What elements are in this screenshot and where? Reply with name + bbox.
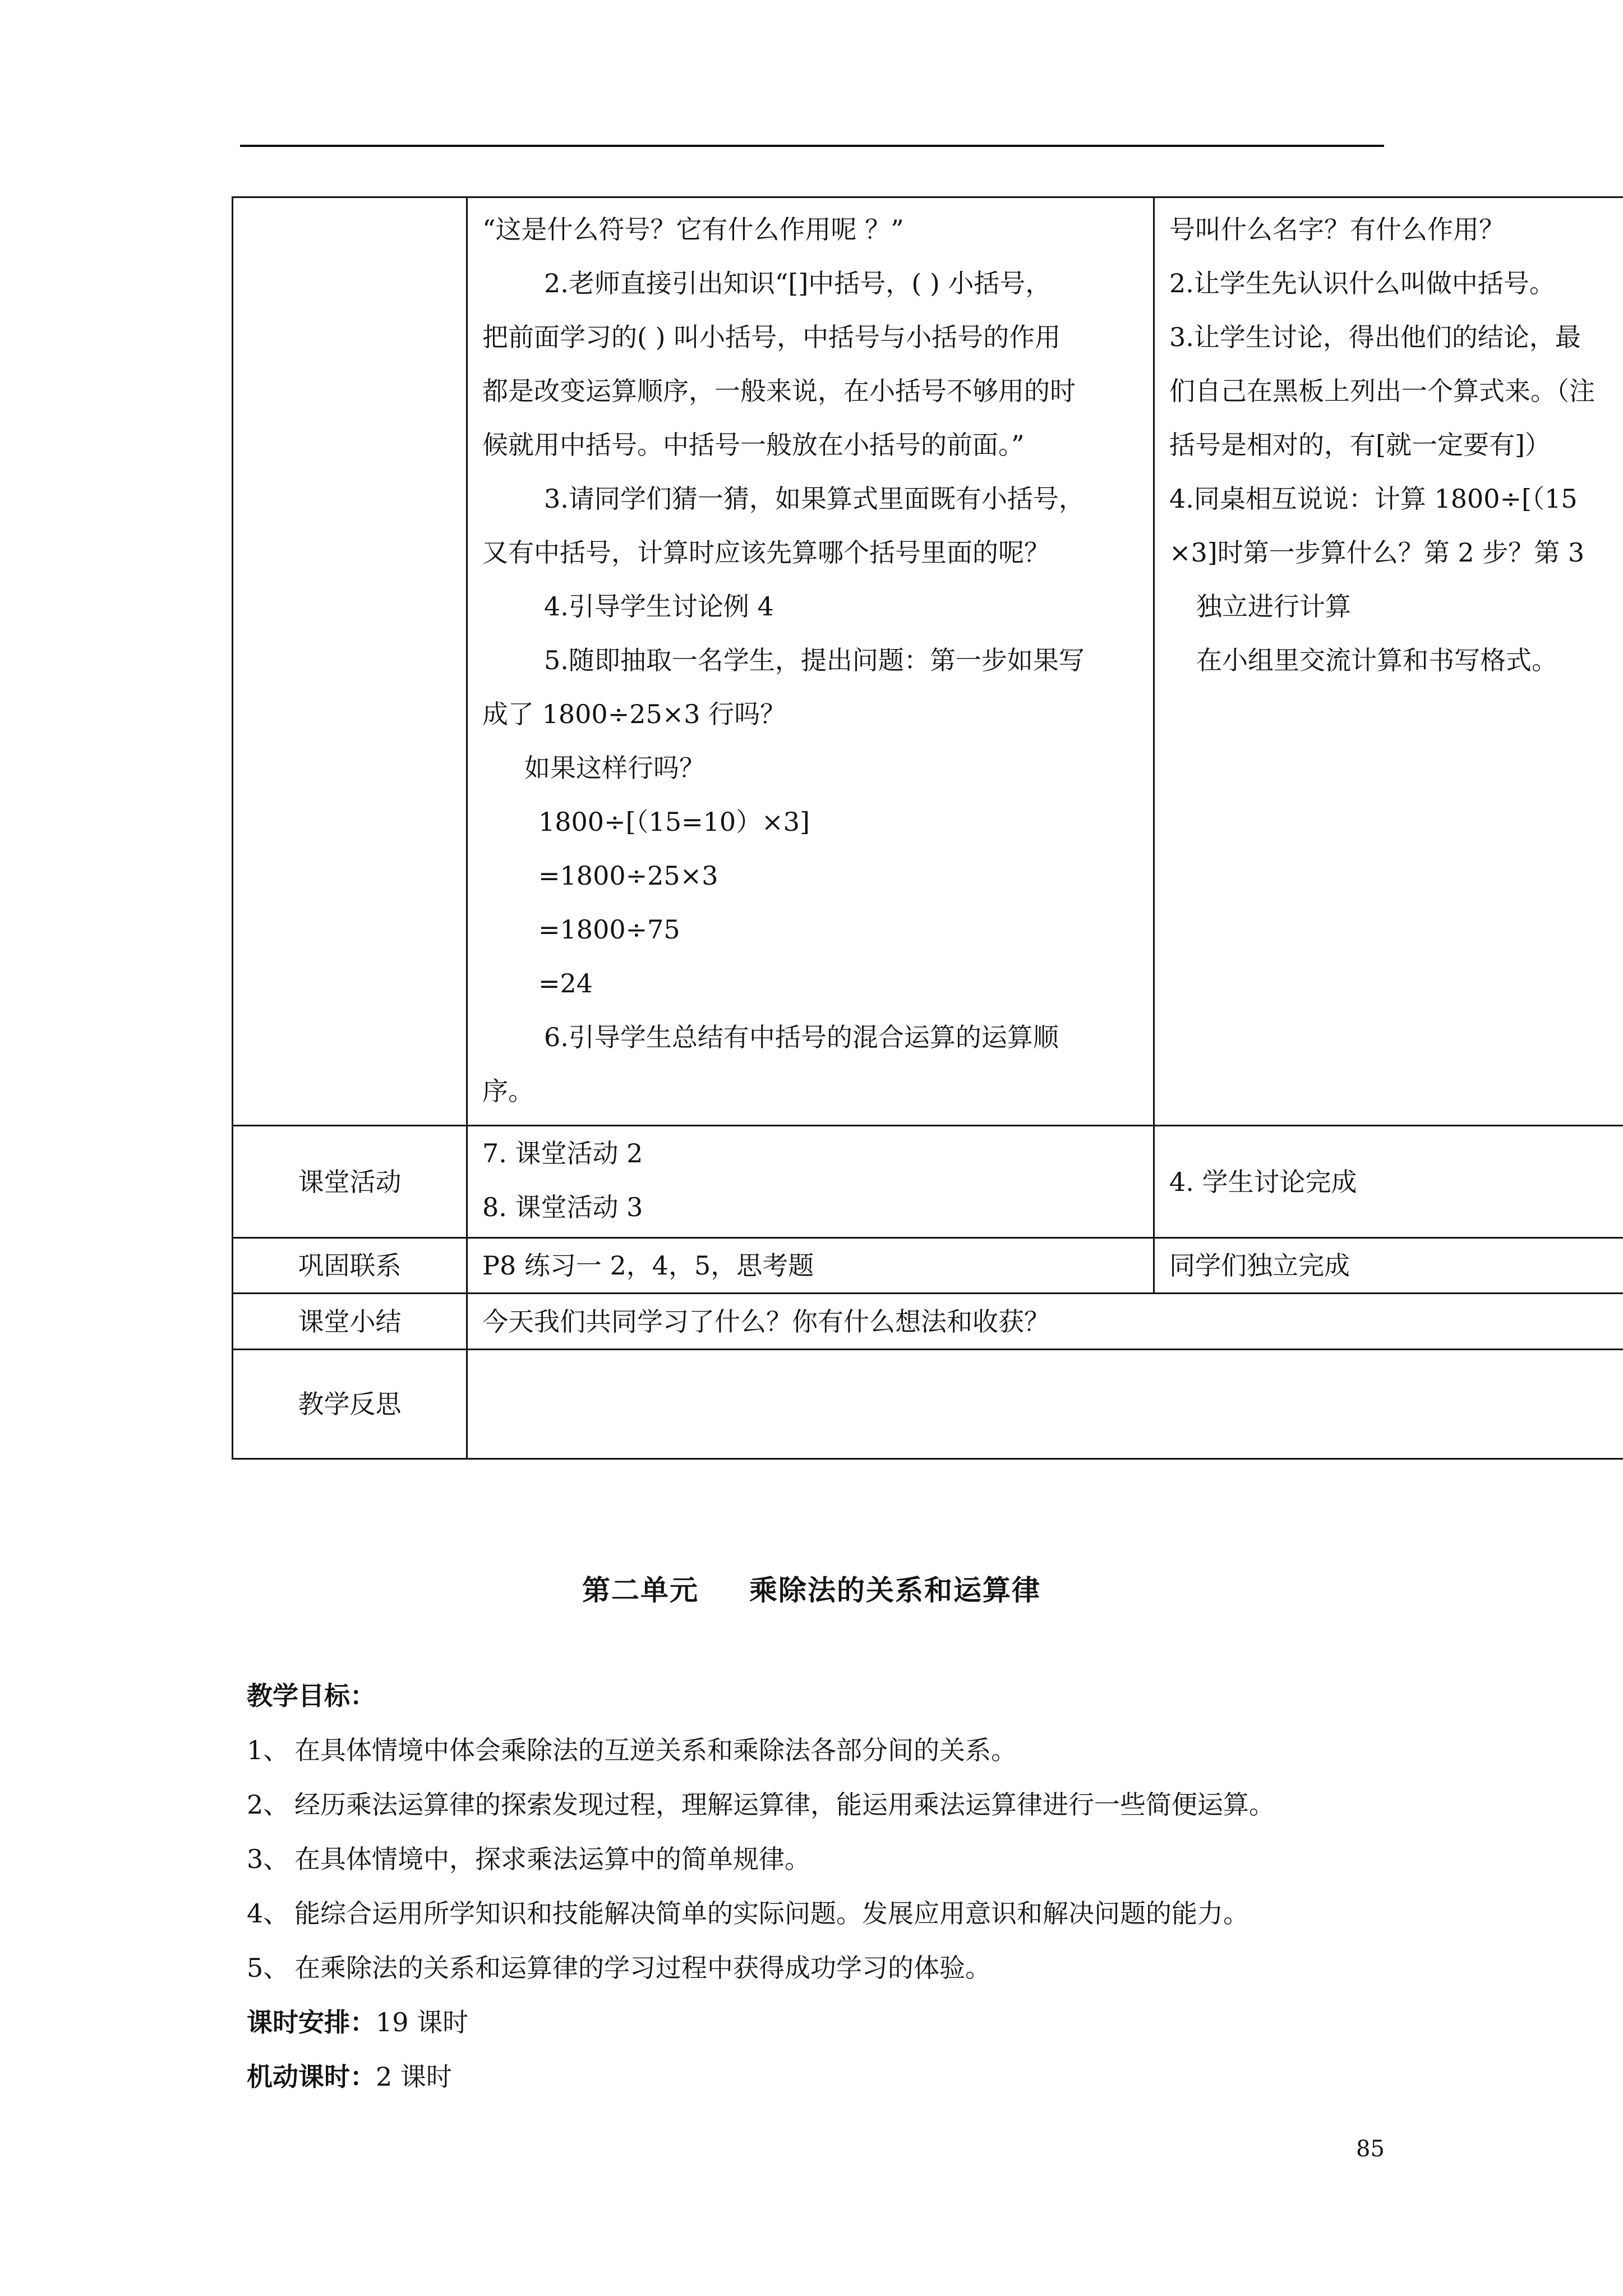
student-activity-cell xyxy=(1154,1126,1623,1238)
row-label-class-activity: 课堂活动 xyxy=(233,1126,467,1238)
page-number: 85 xyxy=(1356,2136,1385,2162)
objective-item xyxy=(247,1832,1593,1887)
table-row-class-activity xyxy=(233,1126,1623,1238)
summary-text: 今天我们共同学习了什么？你有什么想法和收获？ xyxy=(482,1306,1050,1337)
row-label-summary: 课堂小结 xyxy=(233,1294,467,1350)
student-activity-line: 同学们独立完成 xyxy=(1169,1250,1350,1281)
teacher-activity-line: 成了 1800÷25×3 行吗？ xyxy=(482,699,786,729)
objective-text: 在具体情境中，探求乘法运算中的简单规律。 xyxy=(294,1844,810,1874)
teacher-activity-line: 3.请同学们猜一猜，如果算式里面既有小括号， xyxy=(544,484,1085,514)
teacher-activity-line: 候就用中括号。中括号一般放在小括号的前面。” xyxy=(482,430,1025,460)
student-activity-line: 号叫什么名字？有什么作用？ xyxy=(1169,214,1505,245)
row-label-reflection: 教学反思 xyxy=(233,1350,467,1459)
teacher-activity-line: 2.老师直接引出知识“[]中括号，( ) 小括号， xyxy=(544,268,1052,298)
teacher-activity-line: =24 xyxy=(538,968,593,999)
teacher-activity-cell xyxy=(467,197,1154,1126)
teacher-activity-line: 都是改变运算顺序，一般来说，在小括号不够用的时 xyxy=(482,376,1076,406)
objective-item xyxy=(247,1887,1593,1941)
row-label-empty xyxy=(233,197,467,1126)
reflection-cell xyxy=(467,1350,1623,1459)
flex-label: 机动课时： xyxy=(247,2062,376,2092)
objective-number: 5、 xyxy=(247,1953,289,1983)
table-row-consolidation xyxy=(233,1238,1623,1294)
unit-label: 第二单元 xyxy=(582,1573,699,1607)
lesson-plan-table xyxy=(232,196,1623,1460)
objectives-list xyxy=(247,1723,1593,1995)
teacher-activity-line: 如果这样行吗？ xyxy=(524,753,705,783)
section-title xyxy=(0,1568,1623,1608)
student-activity-line: 独立进行计算 xyxy=(1196,591,1351,622)
student-activity-line: 3.让学生讨论，得出他们的结论，最 xyxy=(1169,322,1581,352)
objective-number: 3、 xyxy=(247,1844,289,1874)
objective-number: 2、 xyxy=(247,1789,289,1820)
row-label-consolidation: 巩固联系 xyxy=(233,1238,467,1294)
objective-number: 1、 xyxy=(247,1735,289,1765)
student-activity-cell xyxy=(1154,1238,1623,1294)
teacher-activity-cell xyxy=(467,1238,1154,1294)
objective-text: 经历乘法运算律的探索发现过程，理解运算律，能运用乘法运算律进行一些简便运算。 xyxy=(294,1789,1275,1820)
student-activity-line: 4. 学生讨论完成 xyxy=(1169,1166,1357,1197)
teacher-activity-line: 8. 课堂活动 3 xyxy=(482,1192,643,1222)
unit-title: 乘除法的关系和运算律 xyxy=(749,1573,1041,1607)
teacher-activity-line: =1800÷75 xyxy=(538,914,680,945)
objective-item xyxy=(247,1723,1593,1778)
teacher-activity-line: 6.引导学生总结有中括号的混合运算的运算顺 xyxy=(544,1022,1059,1052)
teacher-activity-line: P8 练习一 2，4，5，思考题 xyxy=(482,1250,814,1281)
table-row-reflection xyxy=(233,1350,1623,1459)
schedule-value: 19 课时 xyxy=(376,2007,469,2037)
student-activity-line: 2.让学生先认识什么叫做中括号。 xyxy=(1169,268,1555,298)
teacher-activity-line: 把前面学习的( ) 叫小括号，中括号与小括号的作用 xyxy=(482,322,1061,352)
header-rule xyxy=(240,145,1384,147)
teacher-activity-line: 7. 课堂活动 2 xyxy=(482,1138,643,1168)
student-activity-line: 括号是相对的，有[就一定要有]） xyxy=(1169,430,1551,460)
objective-text: 能综合运用所学知识和技能解决简单的实际问题。发展应用意识和解决问题的能力。 xyxy=(294,1898,1249,1929)
teacher-activity-line: =1800÷25×3 xyxy=(538,861,718,891)
objective-number: 4、 xyxy=(247,1898,289,1929)
student-activity-cell xyxy=(1154,197,1623,1126)
teacher-activity-line: “这是什么符号？它有什么作用呢 ？” xyxy=(482,214,904,245)
objective-item xyxy=(247,1941,1593,1995)
table-row-summary xyxy=(233,1294,1623,1350)
student-activity-line: ×3]时第一步算什么？第 2 步？第 3 xyxy=(1169,537,1585,568)
student-activity-line: 们自己在黑板上列出一个算式来。（注 xyxy=(1169,376,1595,406)
flex-value: 2 课时 xyxy=(376,2062,452,2092)
teacher-activity-cell xyxy=(467,1126,1154,1238)
objective-text: 在具体情境中体会乘除法的互逆关系和乘除法各部分间的关系。 xyxy=(294,1735,1017,1765)
teacher-activity-line: 1800÷[（15=10）×3] xyxy=(538,807,810,837)
objective-item xyxy=(247,1778,1593,1832)
student-activity-line: 在小组里交流计算和书写格式。 xyxy=(1196,645,1557,675)
reflection-text xyxy=(468,1350,1623,1355)
teacher-activity-line: 4.引导学生讨论例 4 xyxy=(544,591,774,622)
summary-cell xyxy=(467,1294,1623,1350)
objectives-block xyxy=(247,1669,1593,2104)
table-row-procedure xyxy=(233,197,1623,1126)
student-activity-line: 4.同桌相互说说：计算 1800÷[（15 xyxy=(1169,484,1578,514)
teacher-activity-line: 序。 xyxy=(482,1076,534,1106)
teacher-activity-line: 5.随即抽取一名学生，提出问题：第一步如果写 xyxy=(544,645,1085,675)
objectives-heading: 教学目标： xyxy=(247,1681,376,1711)
objective-text: 在乘除法的关系和运算律的学习过程中获得成功学习的体验。 xyxy=(294,1953,991,1983)
schedule-label: 课时安排： xyxy=(247,2007,376,2037)
schedule-line xyxy=(247,1995,1593,2050)
flex-line xyxy=(247,2050,1593,2104)
teacher-activity-line: 又有中括号，计算时应该先算哪个括号里面的呢？ xyxy=(482,537,1050,568)
